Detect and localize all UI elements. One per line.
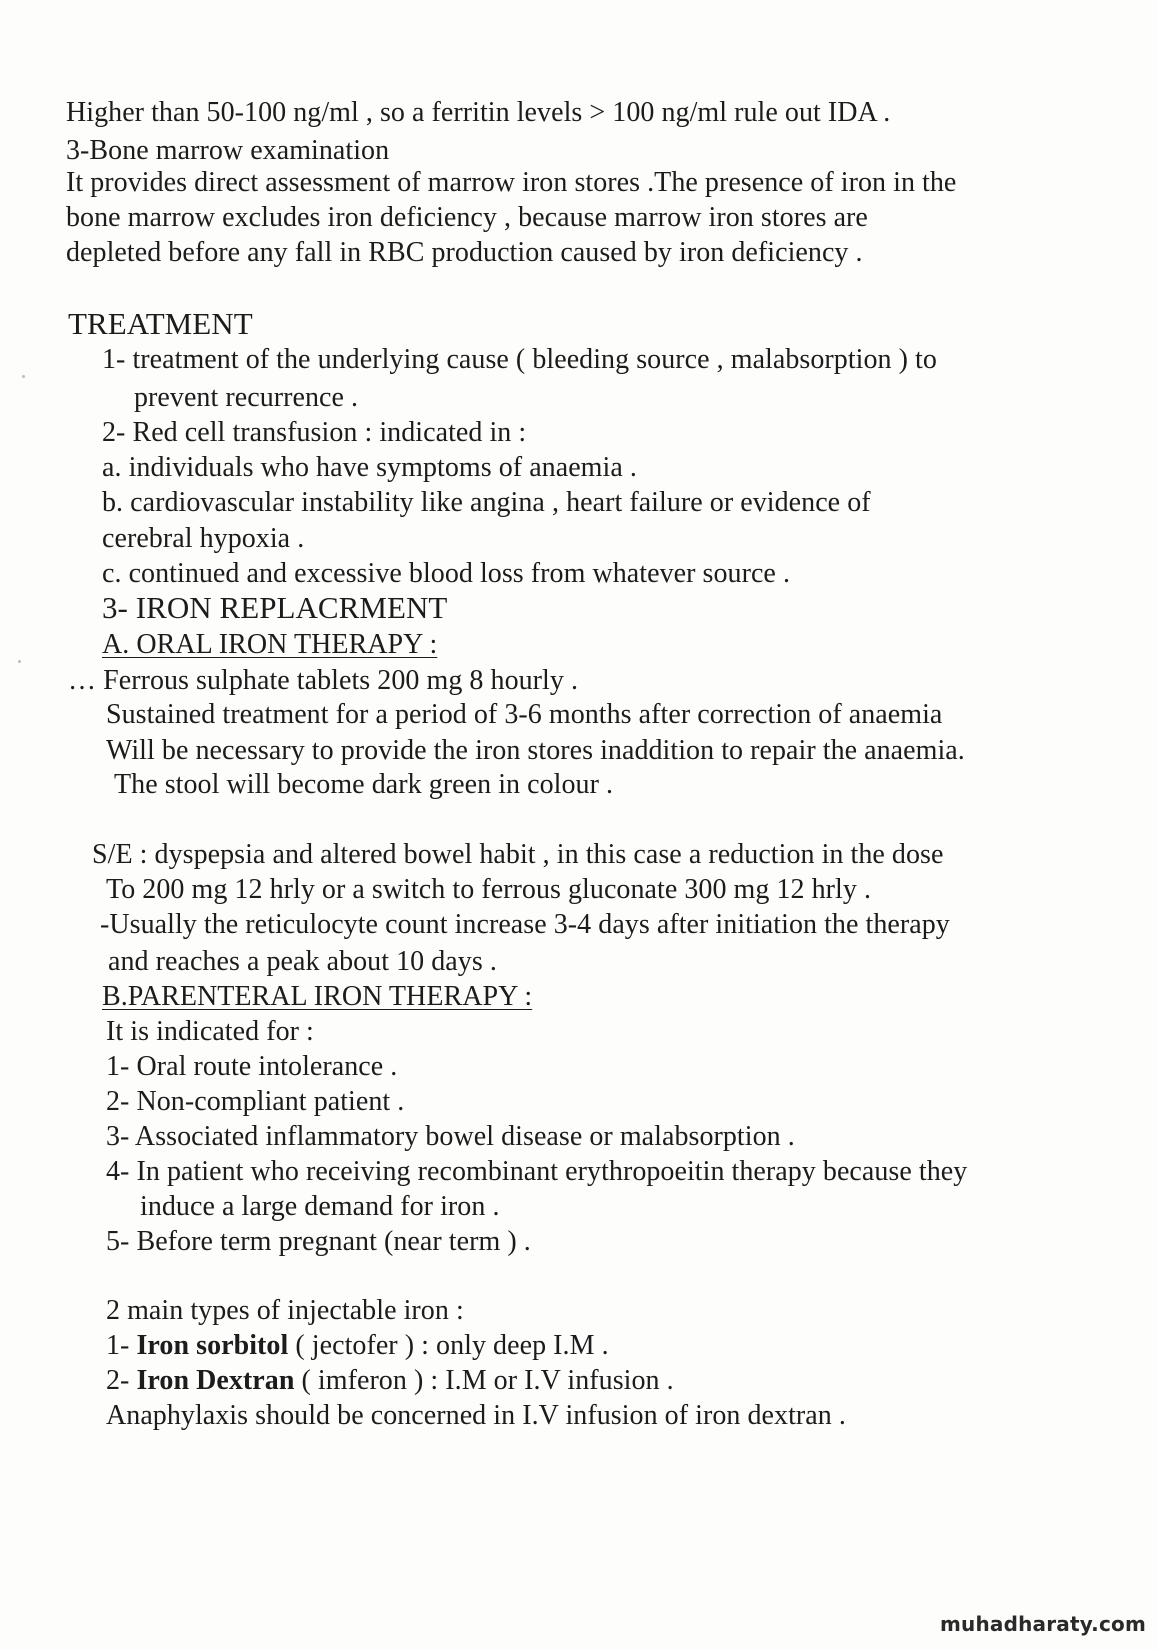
text-line: Will be necessary to provide the iron stores inaddition to repair the anaemia. [106, 735, 965, 766]
oral-iron-heading: A. ORAL IRON THERAPY : [102, 629, 438, 660]
list-item [106, 1329, 609, 1363]
drug-detail: ( jectofer ) : only deep I.M . [288, 1330, 609, 1361]
list-item: 2- Non-compliant patient . [106, 1086, 405, 1117]
text-line: It provides direct assessment of marrow iron stores .The presence of iron in the [66, 167, 957, 198]
text-line: 2 main types of injectable iron : [106, 1295, 464, 1326]
list-item: 4- In patient who receiving recombinant erythropoeitin therapy because they [106, 1156, 968, 1187]
drug-name: Iron sorbitol [136, 1330, 289, 1361]
text-line: To 200 mg 12 hrly or a switch to ferrous gluconate 300 mg 12 hrly . [106, 874, 872, 905]
list-item: 5- Before term pregnant (near term ) . [106, 1226, 531, 1257]
list-number: 1- [106, 1330, 137, 1361]
text-line: cerebral hypoxia . [102, 523, 305, 554]
text-line: Sustained treatment for a period of 3-6 months after correction of anaemia [106, 699, 943, 730]
text-line: The stool will become dark green in colour . [114, 769, 614, 800]
parenteral-iron-heading: B.PARENTERAL IRON THERAPY : [102, 981, 533, 1012]
drug-name: Iron Dextran [136, 1365, 295, 1396]
text-line: c. continued and excessive blood loss from whatever source . [102, 558, 791, 589]
list-item-continuation: induce a large demand for iron . [140, 1191, 500, 1222]
text-line: a. individuals who have symptoms of anaemia . [102, 452, 637, 483]
text-line: prevent recurrence . [134, 382, 359, 413]
section-title: 3-Bone marrow examination [66, 135, 390, 166]
text-line: 2- Red cell transfusion : indicated in : [102, 417, 527, 448]
text-line: b. cardiovascular instability like angina , heart failure or evidence of [102, 487, 871, 518]
text-line: S/E : dyspepsia and altered bowel habit , in this case a reduction in the dose [92, 839, 944, 870]
text-line: and reaches a peak about 10 days . [108, 946, 497, 977]
text-line: It is indicated for : [106, 1016, 314, 1047]
text-line: Anaphylaxis should be concerned in I.V infusion of iron dextran . [106, 1400, 846, 1431]
scan-speck [22, 375, 25, 378]
text-line: 1- treatment of the underlying cause ( bleeding source , malabsorption ) to [102, 344, 937, 375]
list-item: 3- Associated inflammatory bowel disease or malabsorption . [106, 1121, 795, 1152]
text-line: -Usually the reticulocyte count increase 3-4 days after initiation the therapy [100, 909, 950, 940]
text-line: depleted before any fall in RBC production caused by iron deficiency . [66, 237, 863, 268]
text-line: Higher than 50-100 ng/ml , so a ferritin levels > 100 ng/ml rule out IDA . [66, 97, 891, 128]
text-line: bone marrow excludes iron deficiency , because marrow iron stores are [66, 202, 868, 233]
scan-speck [18, 660, 21, 663]
list-item: 1- Oral route intolerance . [106, 1051, 398, 1082]
drug-detail: ( imferon ) : I.M or I.V infusion . [294, 1365, 674, 1396]
iron-replacement-heading: 3- IRON REPLACRMENT [102, 590, 448, 625]
watermark: muhadharaty.com [939, 1612, 1146, 1636]
list-number: 2- [106, 1365, 137, 1396]
list-item [106, 1364, 674, 1398]
text-line: … Ferrous sulphate tablets 200 mg 8 hourly . [68, 665, 579, 696]
treatment-heading: TREATMENT [68, 306, 253, 341]
